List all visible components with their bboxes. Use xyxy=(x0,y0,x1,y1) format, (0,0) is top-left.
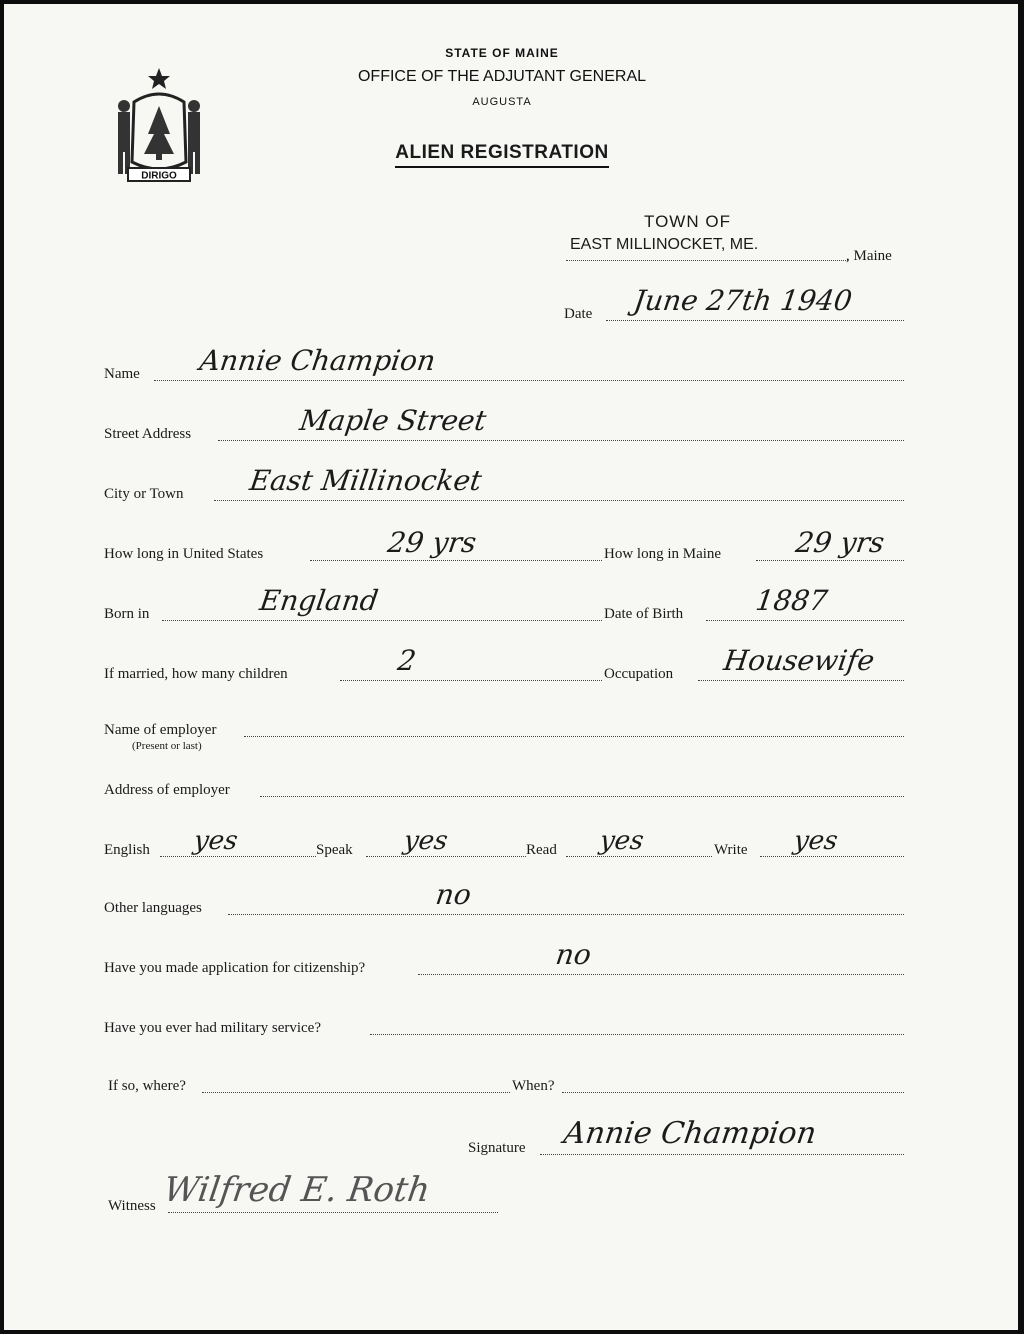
town-value: EAST MILLINOCKET, ME. xyxy=(570,236,759,253)
state-suffix: , Maine xyxy=(846,248,892,264)
occupation-label: Occupation xyxy=(604,666,674,682)
office-name: OFFICE OF THE ADJUTANT GENERAL xyxy=(357,68,647,85)
read-label: Read xyxy=(526,842,557,858)
witness-label: Witness xyxy=(108,1198,156,1214)
date-label: Date xyxy=(564,306,593,322)
employer-name-sublabel: (Present or last) xyxy=(132,740,202,752)
how-long-maine-value: 29 yrs xyxy=(793,526,887,559)
english-value: yes xyxy=(191,826,240,856)
english-label: English xyxy=(104,842,150,858)
name-value: Annie Champion xyxy=(197,344,438,377)
employer-name-label: Name of employer xyxy=(104,722,217,738)
military-label: Have you ever had military service? xyxy=(104,1020,321,1036)
employer-address-label: Address of employer xyxy=(104,782,230,798)
town-label: TOWN OF xyxy=(644,212,731,231)
state-seal-emblem xyxy=(104,64,214,186)
name-label: Name xyxy=(104,366,140,382)
how-long-maine-label: How long in Maine xyxy=(604,546,722,562)
office-city: AUGUSTA xyxy=(472,96,532,108)
when-label: When? xyxy=(512,1078,555,1094)
signature-value: Annie Champion xyxy=(561,1116,819,1151)
registration-form xyxy=(4,4,1018,1330)
children-label: If married, how many children xyxy=(104,666,288,682)
city-value: East Millinocket xyxy=(247,464,484,497)
seal-motto: DIRIGO xyxy=(141,170,177,182)
occupation-value: Housewife xyxy=(721,644,877,677)
signature-label: Signature xyxy=(468,1140,526,1156)
state-name: STATE OF MAINE xyxy=(445,46,559,60)
form-title xyxy=(362,142,642,164)
street-value: Maple Street xyxy=(297,404,489,437)
dob-value: 1887 xyxy=(753,584,830,617)
how-long-us-label: How long in United States xyxy=(104,546,264,562)
read-value: yes xyxy=(597,826,646,856)
street-label: Street Address xyxy=(104,426,192,442)
write-label: Write xyxy=(714,842,748,858)
dob-label: Date of Birth xyxy=(604,606,684,622)
write-value: yes xyxy=(791,826,840,856)
where-label: If so, where? xyxy=(108,1078,186,1094)
speak-value: yes xyxy=(401,826,450,856)
form-title-text: ALIEN REGISTRATION xyxy=(395,142,608,168)
citizenship-value: no xyxy=(553,938,594,971)
speak-label: Speak xyxy=(316,842,353,858)
other-languages-label: Other languages xyxy=(104,900,202,916)
born-in-label: Born in xyxy=(104,606,150,622)
date-value: June 27th 1940 xyxy=(631,284,855,317)
citizenship-label: Have you made application for citizenship? xyxy=(104,960,366,976)
witness-value: Wilfred E. Roth xyxy=(161,1170,433,1210)
how-long-us-value: 29 yrs xyxy=(385,526,479,559)
children-value: 2 xyxy=(395,644,419,677)
city-label: City or Town xyxy=(104,486,184,502)
other-languages-value: no xyxy=(433,878,474,911)
born-in-value: England xyxy=(257,584,381,617)
